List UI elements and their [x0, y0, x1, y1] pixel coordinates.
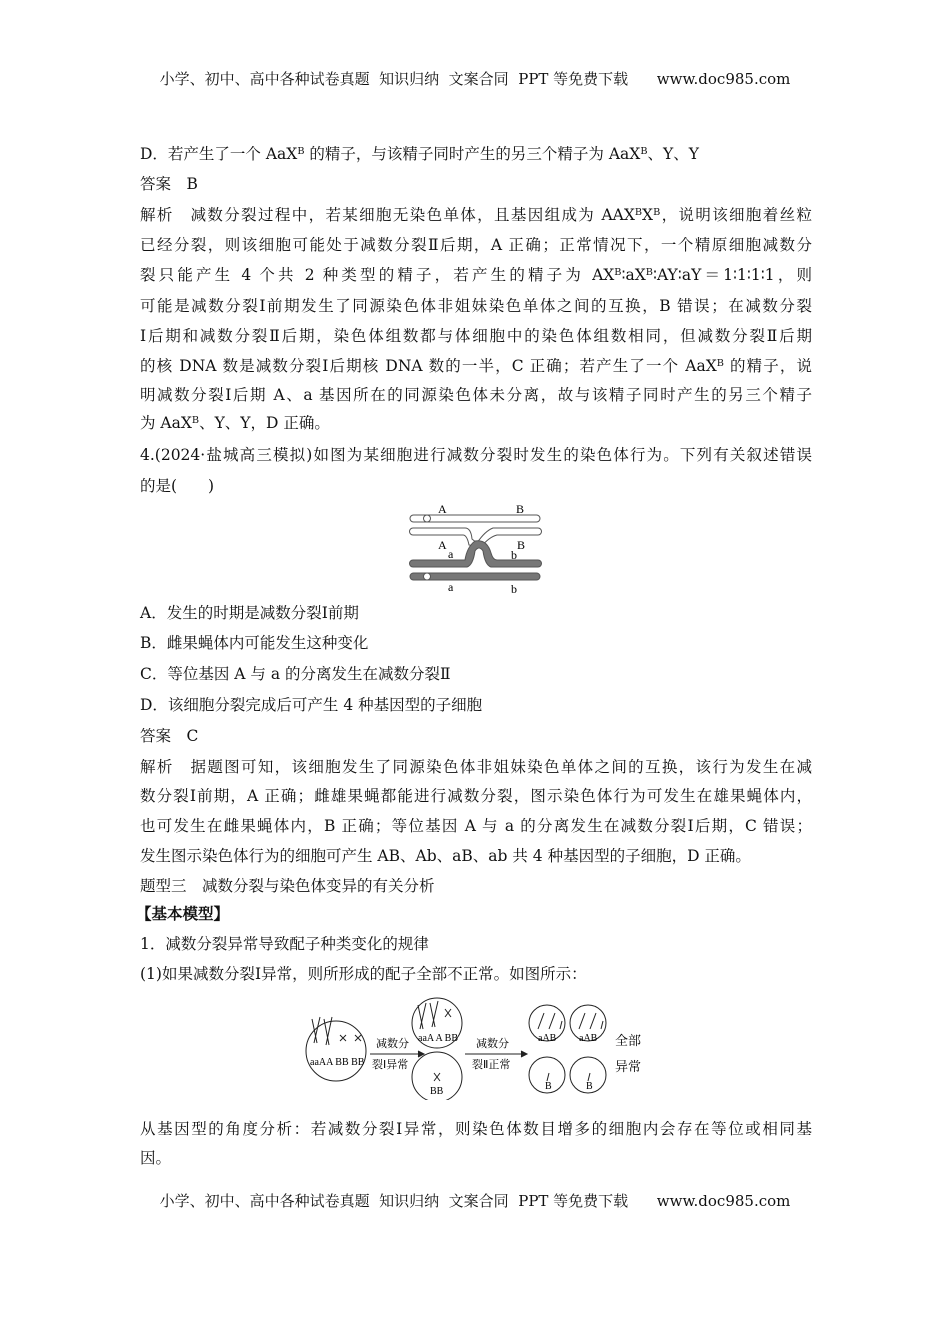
q3-analysis-line: 可能是减数分裂Ⅰ前期发生了同源染色体非姐妹染色单体之间的互换，B 错误；在减数分裂	[140, 297, 812, 315]
gene-label: a	[448, 547, 454, 561]
q4-option-d: D．该细胞分裂完成后可产生 4 种基因型的子细胞	[140, 696, 483, 714]
gene-label: A	[438, 538, 447, 552]
q3-option-d: D．若产生了一个 AaXᴮ 的精子，与该精子同时产生的另三个精子为 AaXᴮ、Y、Y	[140, 145, 699, 163]
gene-label: B	[516, 503, 525, 516]
q4-answer: 答案 C	[140, 727, 199, 745]
arrow1-label: 减数分	[376, 1038, 409, 1050]
q3-analysis-line: 解析 减数分裂过程中，若某细胞无染色单体，且基因组成为 AAXᴮXᴮ，说明该细胞着丝粒	[140, 206, 812, 224]
page-footer: 小学、初中、高中各种试卷真题 知识归纳 文案合同 PPT 等免费下载 www.doc985.com	[159, 1192, 791, 1210]
gene-text: aaA A BB	[418, 1033, 459, 1044]
q4-analysis-line: 也可发生在雌果蝇体内，B 正确；等位基因 A 与 a 的分离发生在减数分裂Ⅰ后期，C 错误；	[140, 817, 812, 835]
gene-label: a	[448, 580, 454, 594]
gamete-genes: aAB	[579, 1033, 598, 1044]
q3-analysis-line: 裂只能产生 4 个共 2 种类型的精子，若产生的精子为 AXᴮ∶aXᴮ∶AY∶aY＝1∶1∶1∶1，则	[140, 266, 812, 284]
q3-analysis-line: 的核 DNA 数是减数分裂Ⅰ后期核 DNA 数的一半，C 正确；若产生了一个 AaXᴮ 的精子，说	[140, 357, 812, 375]
q3-analysis-line: 已经分裂，则该细胞可能处于减数分裂Ⅱ后期，A 正确；正常情况下，一个精原细胞减数分	[140, 236, 812, 254]
result-label: 全部	[615, 1033, 642, 1048]
result-label: 异常	[615, 1059, 642, 1074]
q4-analysis-line: 解析 据题图可知，该细胞发生了同源染色体非姐妹染色单体之间的互换，该行为发生在减	[140, 758, 812, 776]
conclusion-line: 因。	[140, 1149, 172, 1167]
q4-option-c: C．等位基因 A 与 a 的分离发生在减数分裂Ⅱ	[140, 665, 451, 683]
q4-option-a: A．发生的时期是减数分裂Ⅰ前期	[140, 604, 359, 622]
section-title: 题型三 减数分裂与染色体变异的有关分析	[140, 877, 435, 895]
q4-analysis-line: 数分裂Ⅰ前期，A 正确；雌雄果蝇都能进行减数分裂，图示染色体行为可发生在雄果蝇体内，	[140, 787, 812, 805]
q4-option-b: B．雌果蝇体内可能发生这种变化	[140, 634, 369, 652]
arrow2-label: 裂Ⅱ正常	[472, 1059, 511, 1071]
q3-analysis-line: 为 AaXᴮ、Y、Y，D 正确。	[140, 414, 330, 432]
gamete-genes: B	[586, 1081, 593, 1092]
arrow1-label: 裂Ⅰ异常	[372, 1059, 409, 1071]
gamete-genes: aAB	[538, 1033, 557, 1044]
q3-analysis-line: 明减数分裂Ⅰ后期 A、a 基因所在的同源染色体未分离，故与该精子同时产生的另三个精子	[140, 386, 812, 404]
gene-label: b	[511, 582, 517, 595]
gamete-genes: B	[545, 1081, 552, 1092]
meiosis-figure	[300, 995, 660, 1100]
gene-label: A	[438, 503, 447, 516]
crossover-figure	[405, 503, 555, 595]
gene-label: b	[511, 548, 517, 562]
gene-text: aaAA BB BB	[310, 1057, 365, 1068]
rule-title: 1．减数分裂异常导致配子种类变化的规律	[140, 935, 429, 953]
q4-analysis-line: 发生图示染色体行为的细胞可产生 AB、Ab、aB、ab 共 4 种基因型的子细胞，D 正确。	[140, 847, 751, 865]
q4-stem: 4.(2024·盐城高三模拟)如图为某细胞进行减数分裂时发生的染色体行为。下列有关叙述错误	[140, 446, 812, 464]
page-header: 小学、初中、高中各种试卷真题 知识归纳 文案合同 PPT 等免费下载 www.doc985.com	[159, 70, 791, 88]
q4-stem: 的是( )	[140, 477, 215, 495]
arrow2-label: 减数分	[476, 1038, 509, 1050]
q3-analysis-line: Ⅰ后期和减数分裂Ⅱ后期，染色体组数都与体细胞中的染色体组数相同，但减数分裂Ⅱ后期	[140, 327, 812, 345]
conclusion-line: 从基因型的角度分析：若减数分裂Ⅰ异常，则染色体数目增多的细胞内会存在等位或相同基	[140, 1120, 812, 1138]
model-label: 【基本模型】	[136, 904, 230, 923]
gene-label: B	[517, 538, 526, 552]
gene-text: BB	[430, 1086, 444, 1097]
q3-answer: 答案 B	[140, 175, 198, 193]
rule-1: (1)如果减数分裂Ⅰ异常，则所形成的配子全部不正常。如图所示：	[140, 965, 587, 983]
